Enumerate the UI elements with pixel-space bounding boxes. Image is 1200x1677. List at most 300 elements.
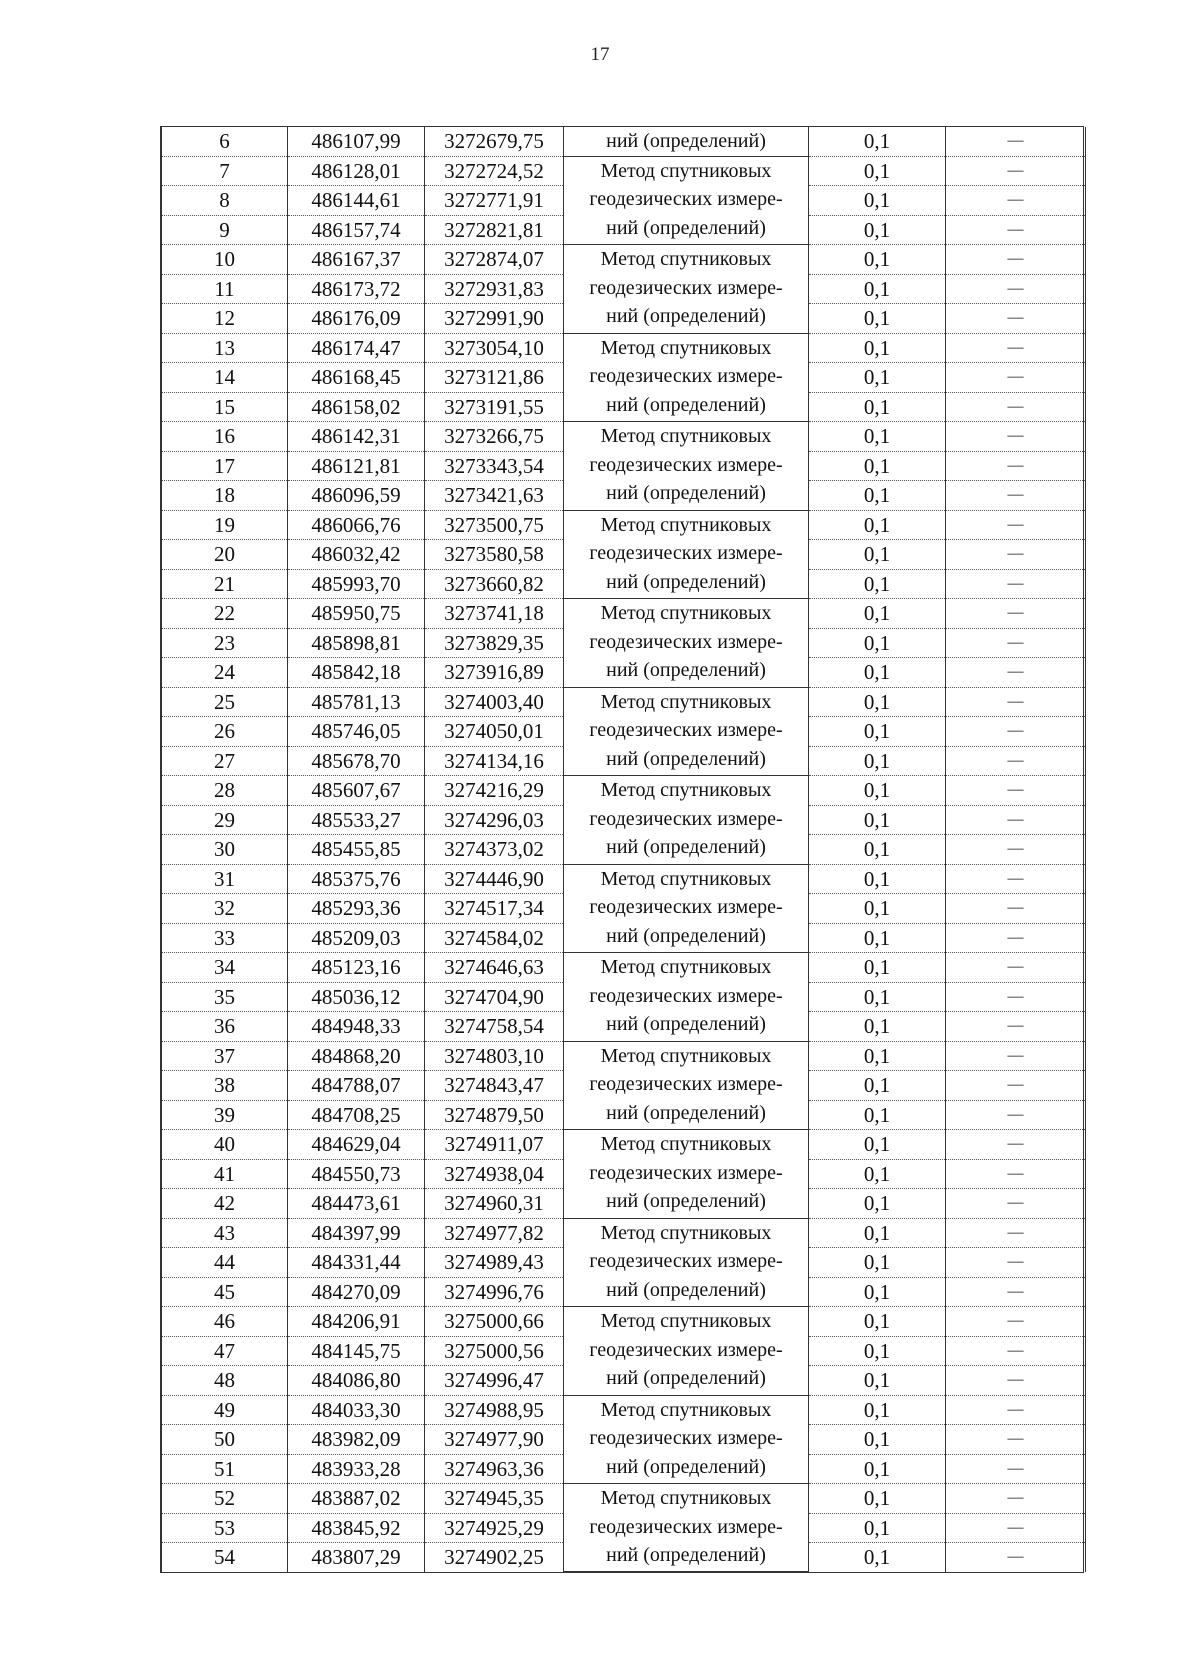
y-coordinate-cell: 3274296,03 <box>425 805 564 835</box>
accuracy-cell: 0,1 <box>809 363 946 393</box>
x-coordinate-cell: 486066,76 <box>288 510 425 540</box>
x-coordinate-cell: 486121,81 <box>288 451 425 481</box>
y-coordinate-cell: 3274925,29 <box>425 1513 564 1543</box>
accuracy-cell: 0,1 <box>809 215 946 245</box>
y-coordinate-cell: 3274989,43 <box>425 1248 564 1278</box>
x-coordinate-cell: 484550,73 <box>288 1159 425 1189</box>
y-coordinate-cell: 3274216,29 <box>425 776 564 806</box>
y-coordinate-cell: 3274879,50 <box>425 1100 564 1130</box>
accuracy-cell: 0,1 <box>809 953 946 983</box>
dash-cell: — <box>946 835 1086 865</box>
method-line: ний (определений) <box>606 570 766 593</box>
method-line: геодезических измере- <box>589 1427 783 1449</box>
y-coordinate-cell: 3272679,75 <box>425 127 564 156</box>
point-number-cell: 32 <box>162 894 288 924</box>
accuracy-cell: 0,1 <box>809 1248 946 1278</box>
method-line: Метод спутниковых <box>600 159 772 182</box>
y-coordinate-cell: 3274988,95 <box>425 1395 564 1425</box>
accuracy-cell: 0,1 <box>809 1395 946 1425</box>
y-coordinate-cell: 3273191,55 <box>425 392 564 422</box>
accuracy-cell: 0,1 <box>809 1189 946 1219</box>
y-coordinate-cell: 3274996,76 <box>425 1277 564 1307</box>
table-row <box>162 953 1086 983</box>
point-number-cell: 21 <box>162 569 288 599</box>
point-number-cell: 44 <box>162 1248 288 1278</box>
method-line: ний (определений) <box>606 1101 766 1124</box>
x-coordinate-cell: 486096,59 <box>288 481 425 511</box>
dash-cell: — <box>946 540 1086 570</box>
dash-cell: — <box>946 1218 1086 1248</box>
method-line: Метод спутниковых <box>600 779 772 801</box>
y-coordinate-cell: 3274911,07 <box>425 1130 564 1160</box>
dash-cell: — <box>946 422 1086 452</box>
method-line: геодезических измере- <box>589 719 783 741</box>
dash-cell: — <box>946 1248 1086 1278</box>
point-number-cell: 14 <box>162 363 288 393</box>
accuracy-cell: 0,1 <box>809 923 946 953</box>
accuracy-cell: 0,1 <box>809 1100 946 1130</box>
accuracy-cell: 0,1 <box>809 245 946 275</box>
method-cell <box>564 1395 809 1484</box>
method-line: геодезических измере- <box>589 365 783 387</box>
point-number-cell: 40 <box>162 1130 288 1160</box>
accuracy-cell: 0,1 <box>809 687 946 717</box>
x-coordinate-cell: 485455,85 <box>288 835 425 865</box>
x-coordinate-cell: 486142,31 <box>288 422 425 452</box>
method-line: ний (определений) <box>606 1544 766 1566</box>
dash-cell: — <box>946 363 1086 393</box>
accuracy-cell: 0,1 <box>809 628 946 658</box>
coordinates-table <box>160 126 1084 1573</box>
y-coordinate-cell: 3275000,56 <box>425 1336 564 1366</box>
point-number-cell: 20 <box>162 540 288 570</box>
accuracy-cell: 0,1 <box>809 864 946 894</box>
dash-cell: — <box>946 628 1086 658</box>
method-cell <box>564 127 809 156</box>
x-coordinate-cell: 484473,61 <box>288 1189 425 1219</box>
dash-cell: — <box>946 1484 1086 1514</box>
dash-cell: — <box>946 1366 1086 1396</box>
method-line: Метод спутниковых <box>600 602 772 624</box>
point-number-cell: 46 <box>162 1307 288 1337</box>
dash-cell: — <box>946 1189 1086 1219</box>
y-coordinate-cell: 3275000,66 <box>425 1307 564 1337</box>
method-line: Метод спутниковых <box>600 248 772 270</box>
dash-cell: — <box>946 1130 1086 1160</box>
x-coordinate-cell: 484270,09 <box>288 1277 425 1307</box>
method-line: геодезических измере- <box>589 1161 783 1184</box>
method-line: Метод спутниковых <box>600 513 772 536</box>
dash-cell: — <box>946 1041 1086 1071</box>
point-number-cell: 47 <box>162 1336 288 1366</box>
table-row <box>162 687 1086 717</box>
accuracy-cell: 0,1 <box>809 186 946 216</box>
dash-cell: — <box>946 953 1086 983</box>
dash-cell: — <box>946 333 1086 363</box>
x-coordinate-cell: 486107,99 <box>288 127 425 156</box>
accuracy-cell: 0,1 <box>809 540 946 570</box>
accuracy-cell: 0,1 <box>809 1425 946 1455</box>
dash-cell: — <box>946 245 1086 275</box>
method-cell <box>564 510 809 599</box>
accuracy-cell: 0,1 <box>809 510 946 540</box>
point-number-cell: 36 <box>162 1012 288 1042</box>
dash-cell: — <box>946 481 1086 511</box>
x-coordinate-cell: 485209,03 <box>288 923 425 953</box>
dash-cell: — <box>946 569 1086 599</box>
method-line: геодезических измере- <box>589 276 783 299</box>
accuracy-cell: 0,1 <box>809 658 946 688</box>
accuracy-cell: 0,1 <box>809 569 946 599</box>
y-coordinate-cell: 3273054,10 <box>425 333 564 363</box>
y-coordinate-cell: 3272771,91 <box>425 186 564 216</box>
method-line: ний (определений) <box>606 1455 766 1478</box>
point-number-cell: 50 <box>162 1425 288 1455</box>
dash-cell: — <box>946 156 1086 186</box>
accuracy-cell: 0,1 <box>809 746 946 776</box>
x-coordinate-cell: 486168,45 <box>288 363 425 393</box>
point-number-cell: 11 <box>162 274 288 304</box>
x-coordinate-cell: 484788,07 <box>288 1071 425 1101</box>
method-line: ний (определений) <box>606 836 766 858</box>
accuracy-cell: 0,1 <box>809 1218 946 1248</box>
y-coordinate-cell: 3274373,02 <box>425 835 564 865</box>
x-coordinate-cell: 483933,28 <box>288 1454 425 1484</box>
x-coordinate-cell: 486128,01 <box>288 156 425 186</box>
point-number-cell: 22 <box>162 599 288 629</box>
y-coordinate-cell: 3274938,04 <box>425 1159 564 1189</box>
dash-cell: — <box>946 599 1086 629</box>
table-row <box>162 1041 1086 1071</box>
point-number-cell: 49 <box>162 1395 288 1425</box>
point-number-cell: 8 <box>162 186 288 216</box>
y-coordinate-cell: 3274584,02 <box>425 923 564 953</box>
point-number-cell: 43 <box>162 1218 288 1248</box>
point-number-cell: 27 <box>162 746 288 776</box>
method-cell <box>564 333 809 422</box>
dash-cell: — <box>946 1012 1086 1042</box>
x-coordinate-cell: 485898,81 <box>288 628 425 658</box>
method-line: геодезических измере- <box>589 1515 783 1538</box>
point-number-cell: 52 <box>162 1484 288 1514</box>
table-row <box>162 127 1086 156</box>
method-line: ний (определений) <box>606 1278 766 1301</box>
accuracy-cell: 0,1 <box>809 1336 946 1366</box>
point-number-cell: 13 <box>162 333 288 363</box>
x-coordinate-cell: 483845,92 <box>288 1513 425 1543</box>
x-coordinate-cell: 484708,25 <box>288 1100 425 1130</box>
method-cell <box>564 864 809 953</box>
x-coordinate-cell: 485842,18 <box>288 658 425 688</box>
y-coordinate-cell: 3272821,81 <box>425 215 564 245</box>
method-line: Метод спутниковых <box>600 425 772 447</box>
accuracy-cell: 0,1 <box>809 1041 946 1071</box>
table-row <box>162 1130 1086 1160</box>
x-coordinate-cell: 485950,75 <box>288 599 425 629</box>
dash-cell: — <box>946 186 1086 216</box>
method-line: ний (определений) <box>606 305 766 327</box>
point-number-cell: 25 <box>162 687 288 717</box>
point-number-cell: 16 <box>162 422 288 452</box>
accuracy-cell: 0,1 <box>809 717 946 747</box>
method-line: Метод спутниковых <box>600 1133 772 1155</box>
accuracy-cell: 0,1 <box>809 1513 946 1543</box>
accuracy-cell: 0,1 <box>809 1159 946 1189</box>
method-line: Метод спутниковых <box>600 690 772 713</box>
table-row <box>162 599 1086 629</box>
method-cell <box>564 599 809 688</box>
y-coordinate-cell: 3274704,90 <box>425 982 564 1012</box>
x-coordinate-cell: 485533,27 <box>288 805 425 835</box>
point-number-cell: 23 <box>162 628 288 658</box>
accuracy-cell: 0,1 <box>809 422 946 452</box>
accuracy-cell: 0,1 <box>809 1071 946 1101</box>
point-number-cell: 30 <box>162 835 288 865</box>
point-number-cell: 7 <box>162 156 288 186</box>
point-number-cell: 9 <box>162 215 288 245</box>
x-coordinate-cell: 486158,02 <box>288 392 425 422</box>
method-line: ний (определений) <box>606 1367 766 1389</box>
dash-cell: — <box>946 1454 1086 1484</box>
dash-cell: — <box>946 392 1086 422</box>
dash-cell: — <box>946 1425 1086 1455</box>
accuracy-cell: 0,1 <box>809 1012 946 1042</box>
x-coordinate-cell: 484948,33 <box>288 1012 425 1042</box>
point-number-cell: 10 <box>162 245 288 275</box>
accuracy-cell: 0,1 <box>809 392 946 422</box>
method-line: геодезических измере- <box>589 188 783 210</box>
x-coordinate-cell: 485607,67 <box>288 776 425 806</box>
x-coordinate-cell: 484033,30 <box>288 1395 425 1425</box>
method-cell <box>564 156 809 245</box>
method-line: геодезических измере- <box>589 984 783 1007</box>
x-coordinate-cell: 485123,16 <box>288 953 425 983</box>
accuracy-cell: 0,1 <box>809 776 946 806</box>
dash-cell: — <box>946 864 1086 894</box>
x-coordinate-cell: 484868,20 <box>288 1041 425 1071</box>
x-coordinate-cell: 485993,70 <box>288 569 425 599</box>
y-coordinate-cell: 3273266,75 <box>425 422 564 452</box>
point-number-cell: 37 <box>162 1041 288 1071</box>
y-coordinate-cell: 3274977,82 <box>425 1218 564 1248</box>
accuracy-cell: 0,1 <box>809 1543 946 1572</box>
y-coordinate-cell: 3274446,90 <box>425 864 564 894</box>
table-row <box>162 156 1086 186</box>
point-number-cell: 53 <box>162 1513 288 1543</box>
x-coordinate-cell: 485781,13 <box>288 687 425 717</box>
method-line: геодезических измере- <box>589 807 783 830</box>
y-coordinate-cell: 3274945,35 <box>425 1484 564 1514</box>
point-number-cell: 29 <box>162 805 288 835</box>
accuracy-cell: 0,1 <box>809 1484 946 1514</box>
point-number-cell: 51 <box>162 1454 288 1484</box>
accuracy-cell: 0,1 <box>809 1454 946 1484</box>
accuracy-cell: 0,1 <box>809 451 946 481</box>
table-row <box>162 1395 1086 1425</box>
x-coordinate-cell: 484086,80 <box>288 1366 425 1396</box>
method-line: ний (определений) <box>606 216 766 239</box>
dash-cell: — <box>946 304 1086 334</box>
dash-cell: — <box>946 510 1086 540</box>
y-coordinate-cell: 3272991,90 <box>425 304 564 334</box>
dash-cell: — <box>946 717 1086 747</box>
dash-cell: — <box>946 894 1086 924</box>
accuracy-cell: 0,1 <box>809 1366 946 1396</box>
method-line: Метод спутниковых <box>600 1310 772 1332</box>
method-cell <box>564 1484 809 1572</box>
y-coordinate-cell: 3273500,75 <box>425 510 564 540</box>
x-coordinate-cell: 485746,05 <box>288 717 425 747</box>
method-line: геодезических измере- <box>589 896 783 918</box>
method-cell <box>564 422 809 511</box>
dash-cell: — <box>946 1071 1086 1101</box>
dash-cell: — <box>946 1307 1086 1337</box>
x-coordinate-cell: 486144,61 <box>288 186 425 216</box>
accuracy-cell: 0,1 <box>809 599 946 629</box>
table-row <box>162 1218 1086 1248</box>
accuracy-cell: 0,1 <box>809 1307 946 1337</box>
table-row <box>162 1484 1086 1514</box>
dash-cell: — <box>946 982 1086 1012</box>
method-line: геодезических измере- <box>589 542 783 564</box>
x-coordinate-cell: 483887,02 <box>288 1484 425 1514</box>
x-coordinate-cell: 483982,09 <box>288 1425 425 1455</box>
point-number-cell: 38 <box>162 1071 288 1101</box>
dash-cell: — <box>946 1543 1086 1572</box>
point-number-cell: 12 <box>162 304 288 334</box>
method-line: геодезических измере- <box>589 630 783 653</box>
accuracy-cell: 0,1 <box>809 894 946 924</box>
dash-cell: — <box>946 1100 1086 1130</box>
accuracy-cell: 0,1 <box>809 835 946 865</box>
table-row <box>162 864 1086 894</box>
dash-cell: — <box>946 746 1086 776</box>
accuracy-cell: 0,1 <box>809 304 946 334</box>
y-coordinate-cell: 3274003,40 <box>425 687 564 717</box>
method-line: геодезических измере- <box>589 1338 783 1361</box>
y-coordinate-cell: 3274758,54 <box>425 1012 564 1042</box>
point-number-cell: 26 <box>162 717 288 747</box>
y-coordinate-cell: 3274646,63 <box>425 953 564 983</box>
dash-cell: — <box>946 215 1086 245</box>
method-line: ний (определений) <box>606 924 766 947</box>
y-coordinate-cell: 3274803,10 <box>425 1041 564 1071</box>
x-coordinate-cell: 484145,75 <box>288 1336 425 1366</box>
y-coordinate-cell: 3273421,63 <box>425 481 564 511</box>
point-number-cell: 42 <box>162 1189 288 1219</box>
x-coordinate-cell: 485375,76 <box>288 864 425 894</box>
dash-cell: — <box>946 451 1086 481</box>
x-coordinate-cell: 485036,12 <box>288 982 425 1012</box>
point-number-cell: 45 <box>162 1277 288 1307</box>
table-row <box>162 333 1086 363</box>
method-line: ний (определений) <box>606 1013 766 1035</box>
point-number-cell: 39 <box>162 1100 288 1130</box>
dash-cell: — <box>946 805 1086 835</box>
point-number-cell: 33 <box>162 923 288 953</box>
y-coordinate-cell: 3274134,16 <box>425 746 564 776</box>
method-line: Метод спутниковых <box>600 1487 772 1509</box>
x-coordinate-cell: 484397,99 <box>288 1218 425 1248</box>
dash-cell: — <box>946 658 1086 688</box>
method-line: ний (определений) <box>606 1190 766 1212</box>
point-number-cell: 19 <box>162 510 288 540</box>
point-number-cell: 34 <box>162 953 288 983</box>
method-cell <box>564 1307 809 1396</box>
accuracy-cell: 0,1 <box>809 156 946 186</box>
method-line: геодезических измере- <box>589 453 783 476</box>
method-cell <box>564 776 809 865</box>
point-number-cell: 17 <box>162 451 288 481</box>
dash-cell: — <box>946 1513 1086 1543</box>
method-line: Метод спутниковых <box>600 1221 772 1244</box>
dash-cell: — <box>946 127 1086 156</box>
x-coordinate-cell: 483807,29 <box>288 1543 425 1572</box>
accuracy-cell: 0,1 <box>809 333 946 363</box>
accuracy-cell: 0,1 <box>809 805 946 835</box>
method-cell <box>564 1041 809 1130</box>
method-line: Метод спутниковых <box>600 336 772 359</box>
accuracy-cell: 0,1 <box>809 1277 946 1307</box>
method-cell <box>564 1218 809 1307</box>
x-coordinate-cell: 484629,04 <box>288 1130 425 1160</box>
point-number-cell: 18 <box>162 481 288 511</box>
y-coordinate-cell: 3274963,36 <box>425 1454 564 1484</box>
y-coordinate-cell: 3272724,52 <box>425 156 564 186</box>
method-line: геодезических измере- <box>589 1250 783 1272</box>
point-number-cell: 54 <box>162 1543 288 1572</box>
y-coordinate-cell: 3273829,35 <box>425 628 564 658</box>
point-number-cell: 6 <box>162 127 288 156</box>
dash-cell: — <box>946 274 1086 304</box>
method-line: Метод спутниковых <box>600 1044 772 1067</box>
y-coordinate-cell: 3274050,01 <box>425 717 564 747</box>
method-line: ний (определений) <box>606 130 766 152</box>
x-coordinate-cell: 486176,09 <box>288 304 425 334</box>
x-coordinate-cell: 486167,37 <box>288 245 425 275</box>
x-coordinate-cell: 484331,44 <box>288 1248 425 1278</box>
x-coordinate-cell: 486174,47 <box>288 333 425 363</box>
method-line: ний (определений) <box>606 747 766 770</box>
method-line: Метод спутниковых <box>600 867 772 890</box>
accuracy-cell: 0,1 <box>809 481 946 511</box>
table-body <box>162 127 1086 1572</box>
dash-cell: — <box>946 923 1086 953</box>
y-coordinate-cell: 3272931,83 <box>425 274 564 304</box>
method-cell <box>564 687 809 776</box>
point-number-cell: 24 <box>162 658 288 688</box>
table-row <box>162 245 1086 275</box>
dash-cell: — <box>946 776 1086 806</box>
method-line: ний (определений) <box>606 393 766 416</box>
y-coordinate-cell: 3273121,86 <box>425 363 564 393</box>
table-row <box>162 510 1086 540</box>
y-coordinate-cell: 3273343,54 <box>425 451 564 481</box>
y-coordinate-cell: 3274843,47 <box>425 1071 564 1101</box>
method-line: геодезических измере- <box>589 1073 783 1095</box>
y-coordinate-cell: 3274902,25 <box>425 1543 564 1572</box>
dash-cell: — <box>946 687 1086 717</box>
method-cell <box>564 245 809 334</box>
table-row <box>162 422 1086 452</box>
point-number-cell: 31 <box>162 864 288 894</box>
y-coordinate-cell: 3273741,18 <box>425 599 564 629</box>
y-coordinate-cell: 3273660,82 <box>425 569 564 599</box>
dash-cell: — <box>946 1159 1086 1189</box>
table-row <box>162 776 1086 806</box>
y-coordinate-cell: 3272874,07 <box>425 245 564 275</box>
table-row <box>162 1307 1086 1337</box>
